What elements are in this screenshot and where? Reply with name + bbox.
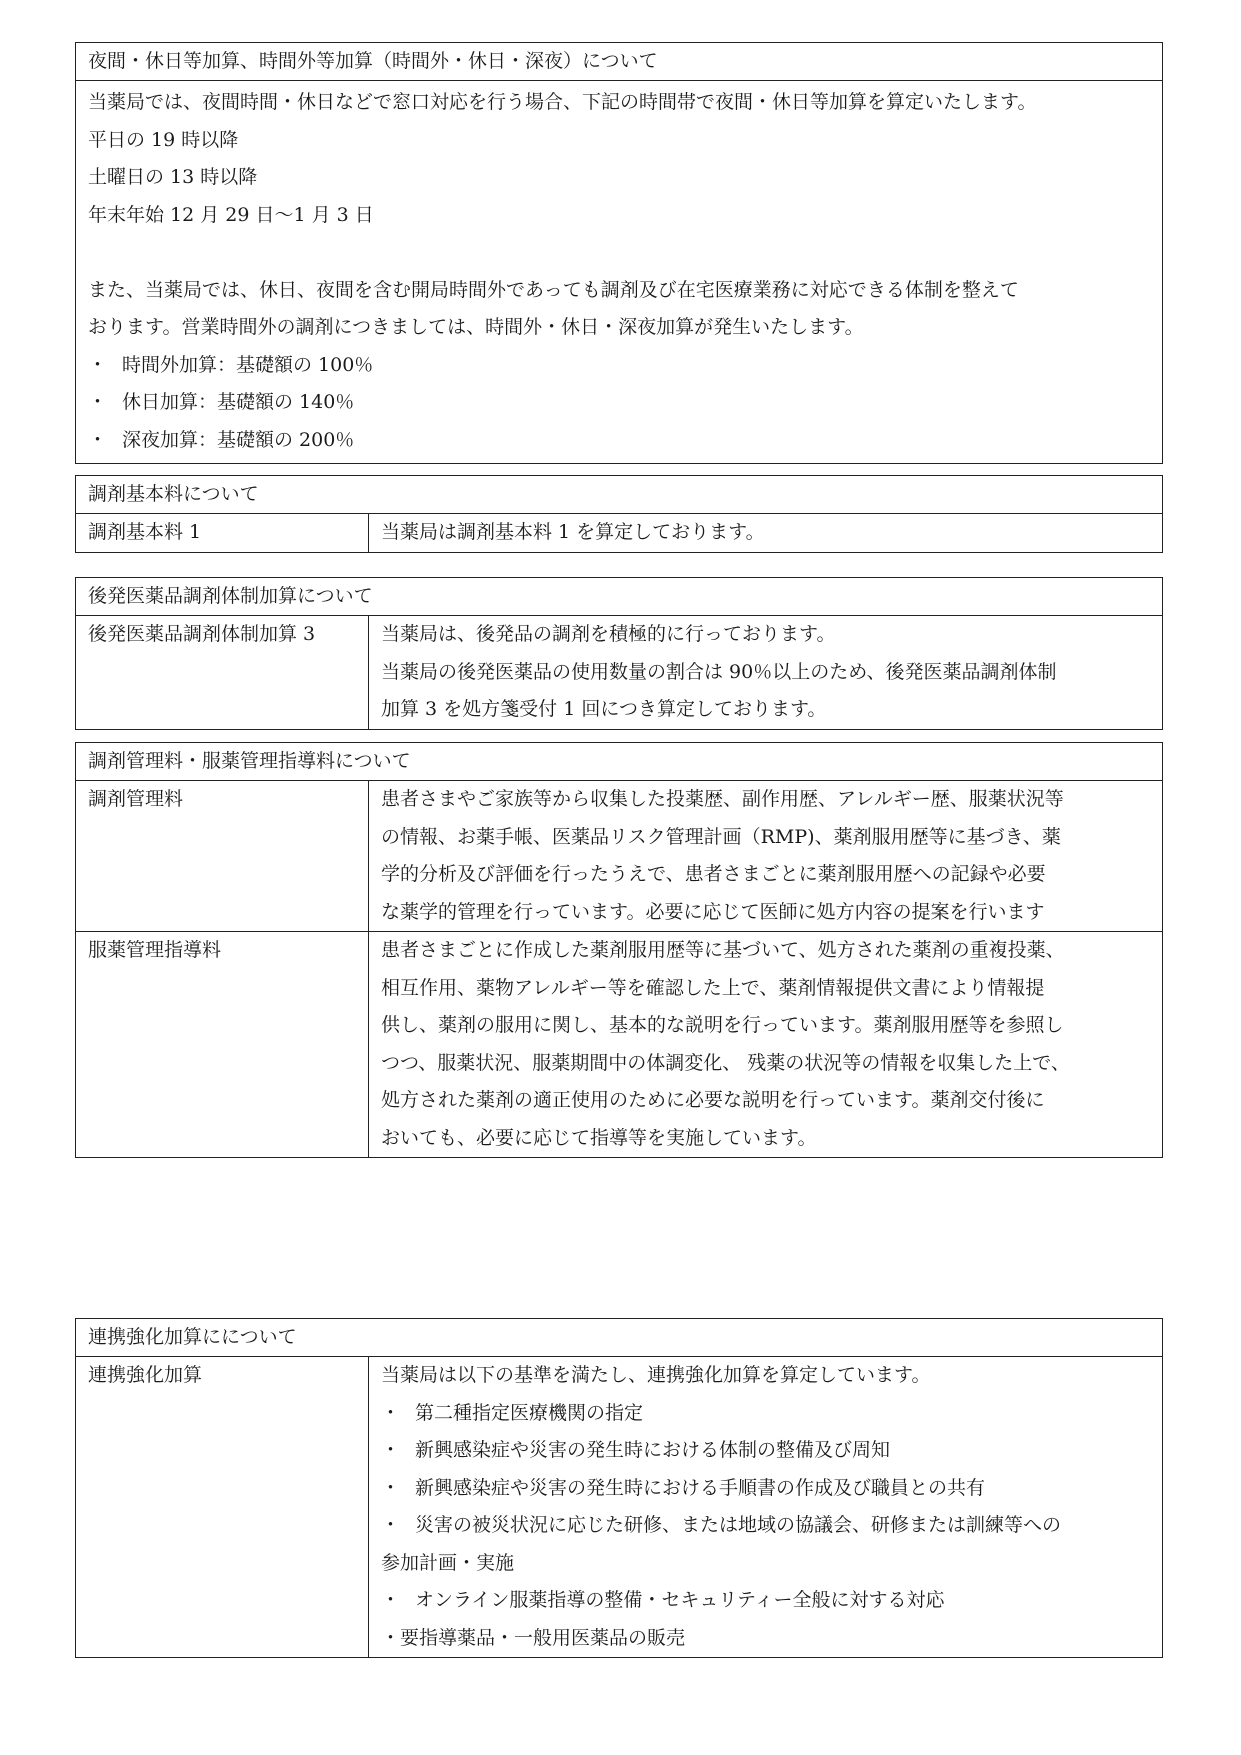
- cooperation-bullet: ・ 第二種指定医療機関の指定: [381, 1401, 644, 1424]
- guidance-row: [76, 931, 1162, 1157]
- guidance-label: 服薬管理指導料: [76, 932, 369, 1157]
- generic-line: 当薬局の後発医薬品の使用数量の割合は 90％以上のため、後発医薬品調剤体制: [381, 660, 1057, 683]
- cooperation-section: [75, 1318, 1163, 1658]
- management-line: な薬学的管理を行っています。必要に応じて医師に処方内容の提案を行います: [381, 900, 1045, 923]
- guidance-line: 患者さまごとに作成した薬剤服用歴等に基づいて、処方された薬剤の重複投薬、: [381, 939, 1065, 961]
- night-holiday-line: 年末年始 12 月 29 日〜1 月 3 日: [88, 203, 374, 226]
- cooperation-intro: 当薬局は以下の基準を満たし、連携強化加算を算定しています。: [381, 1364, 931, 1386]
- guidance-line: つつ、服薬状況、服薬期間中の体調変化、 残薬の状況等の情報を収集した上で、: [381, 1051, 1070, 1074]
- night-holiday-bullet: ・ 深夜加算：基礎額の 200％: [88, 428, 355, 451]
- guidance-line: 供し、薬剤の服用に関し、基本的な説明を行っています。薬剤服用歴等を参照し: [381, 1014, 1064, 1036]
- generic-label: 後発医薬品調剤体制加算 3: [76, 616, 369, 729]
- night-holiday-line: おります。営業時間外の調剤につきましては、時間外・休日・深夜加算が発生いたします。: [88, 316, 864, 338]
- basic-fee-content: [369, 514, 1162, 552]
- night-holiday-line: 平日の 19 時以降: [88, 128, 239, 151]
- guidance-line: 相互作用、薬物アレルギー等を確認した上で、薬剤情報提供文書により情報提: [381, 976, 1045, 999]
- guidance-content: [369, 932, 1162, 1157]
- blank-line: [88, 234, 1152, 272]
- cooperation-continuation: 参加計画・実施: [381, 1551, 515, 1574]
- management-section: [75, 742, 1163, 1158]
- night-holiday-line: 当薬局では、夜間時間・休日などで窓口対応を行う場合、下記の時間帯で夜間・休日等加算を算定いたします。: [88, 91, 1037, 113]
- cooperation-content: [369, 1357, 1162, 1657]
- guidance-line: 処方された薬剤の適正使用のために必要な説明を行っています。薬剤交付後に: [381, 1089, 1045, 1111]
- night-holiday-line: 土曜日の 13 時以降: [88, 166, 258, 188]
- night-holiday-section: [75, 42, 1163, 464]
- cooperation-bullet: ・ 新興感染症や災害の発生時における手順書の作成及び職員との共有: [381, 1476, 986, 1499]
- cooperation-label: 連携強化加算: [76, 1357, 369, 1657]
- cooperation-bullet: ・ オンライン服薬指導の整備・セキュリティー全般に対する対応: [381, 1589, 945, 1611]
- generic-content: [369, 616, 1162, 729]
- cooperation-title: 連携強化加算にについて: [76, 1319, 1162, 1357]
- management-line: 患者さまやご家族等から収集した投薬歴、副作用歴、アレルギー歴、服薬状況等: [381, 788, 1064, 810]
- generic-title: 後発医薬品調剤体制加算について: [76, 578, 1162, 616]
- basic-fee-row: [76, 514, 1162, 552]
- night-holiday-bullet: ・ 時間外加算：基礎額の 100％: [88, 353, 374, 376]
- generic-line: 加算 3 を処方箋受付 1 回につき算定しております。: [381, 698, 827, 720]
- cooperation-row: [76, 1357, 1162, 1657]
- basic-fee-text: 当薬局は調剤基本料 1 を算定しております。: [381, 521, 765, 543]
- basic-fee-title: 調剤基本料について: [76, 476, 1162, 514]
- night-holiday-bullet: ・ 休日加算：基礎額の 140％: [88, 391, 355, 413]
- management-line: の情報、お薬手帳、医薬品リスク管理計画（RMP)、薬剤服用歴等に基づき、薬: [381, 825, 1061, 848]
- management-row: [76, 781, 1162, 931]
- management-label: 調剤管理料: [76, 781, 369, 931]
- basic-fee-section: [75, 475, 1163, 553]
- generic-section: [75, 577, 1163, 730]
- guidance-line: おいても、必要に応じて指導等を実施しています。: [381, 1126, 817, 1149]
- night-holiday-body: [76, 81, 1162, 463]
- cooperation-bullet: ・ 新興感染症や災害の発生時における体制の整備及び周知: [381, 1439, 891, 1461]
- generic-line: 当薬局は、後発品の調剤を積極的に行っております。: [381, 623, 836, 645]
- night-holiday-line: また、当薬局では、休日、夜間を含む開局時間外であっても調剤及び在宅医療業務に対応できる体制を整えて: [88, 278, 1019, 301]
- generic-row: [76, 616, 1162, 729]
- management-title: 調剤管理料・服薬管理指導料について: [76, 743, 1162, 781]
- night-holiday-title: 夜間・休日等加算、時間外等加算（時間外・休日・深夜）について: [76, 43, 1162, 81]
- cooperation-bullet: ・ 災害の被災状況に応じた研修、または地域の協議会、研修または訓練等への: [381, 1514, 1062, 1536]
- management-content: [369, 781, 1162, 931]
- cooperation-final-line: ・要指導薬品・一般用医薬品の販売: [381, 1626, 686, 1649]
- basic-fee-label: 調剤基本料 1: [76, 514, 369, 552]
- management-line: 学的分析及び評価を行ったうえで、患者さまごとに薬剤服用歴への記録や必要: [381, 863, 1046, 885]
